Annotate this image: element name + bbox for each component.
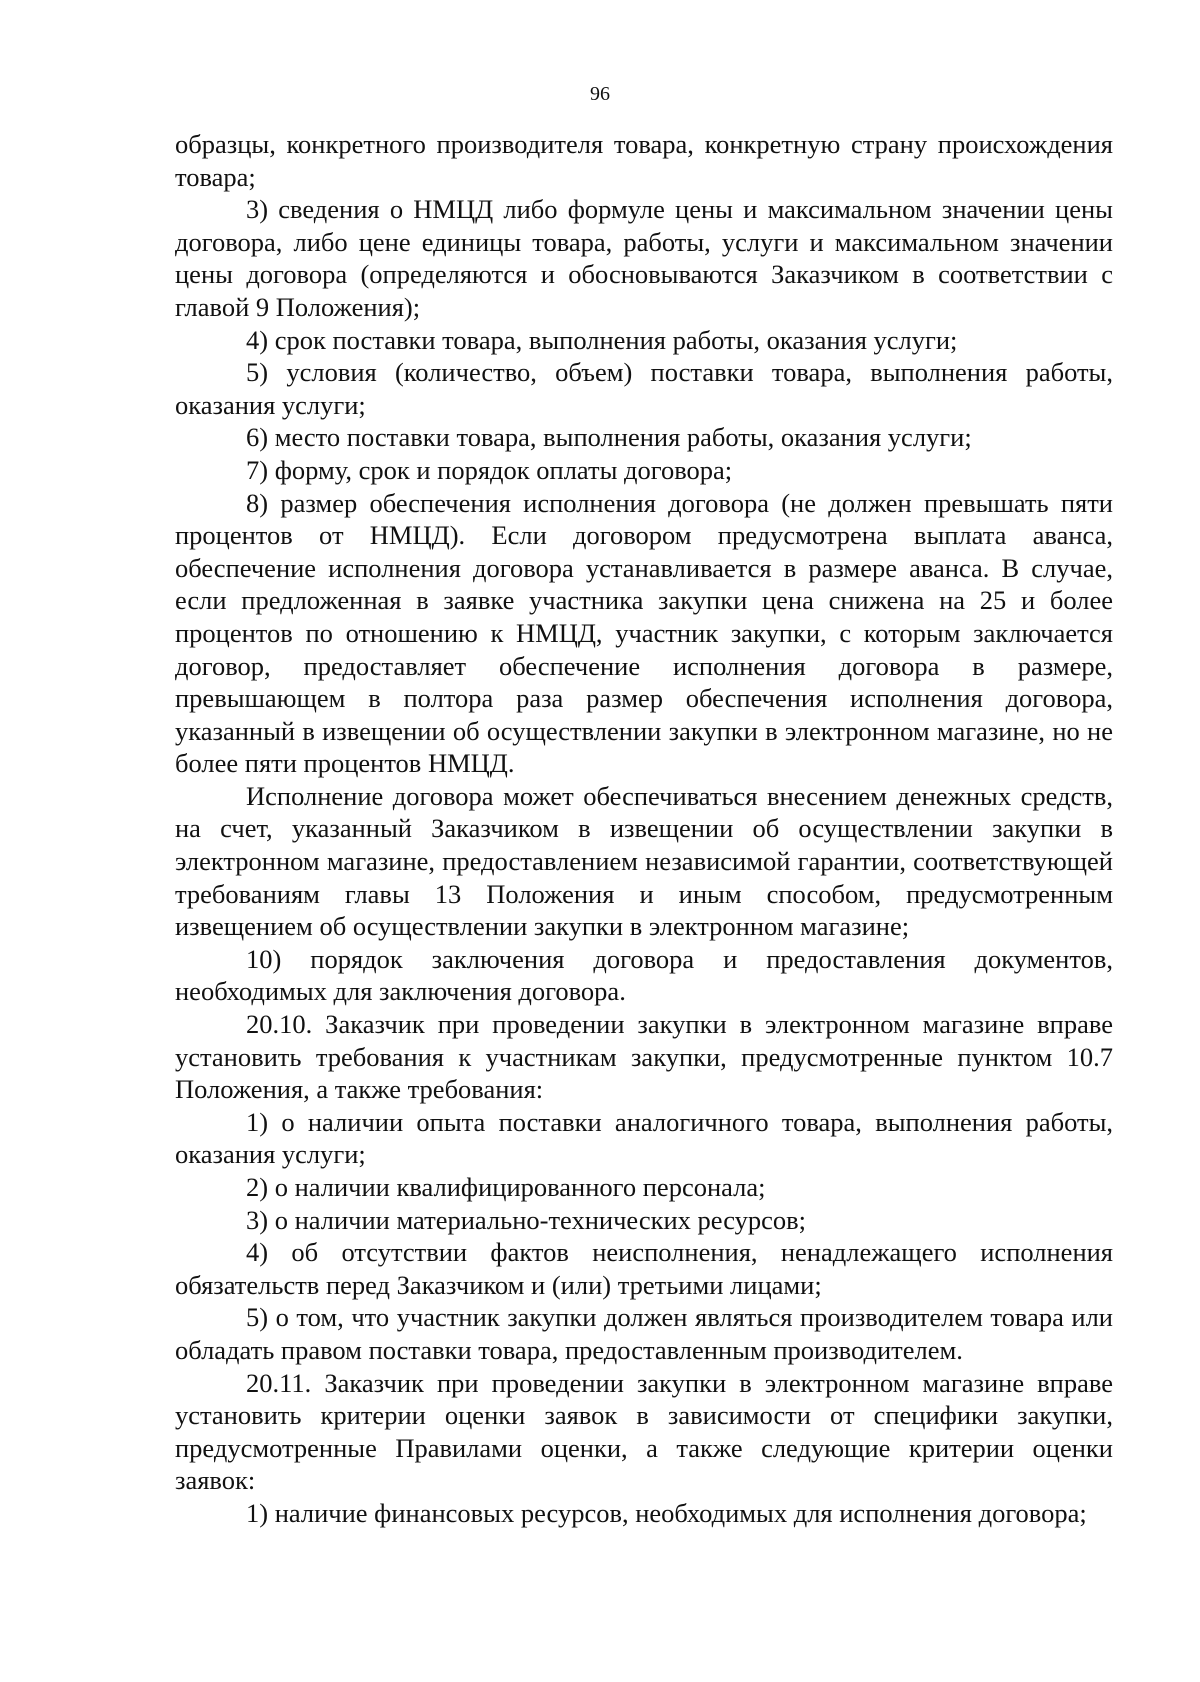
paragraph-req-4: 4) об отсутствии фактов неисполнения, ненадлежащего исполнения обязательств перед Заказчиком и (или) третьими лицами; xyxy=(175,1237,1113,1300)
paragraph-item-10: 10) порядок заключения договора и предоставления документов, необходимых для заключения договора. xyxy=(175,943,1113,1007)
paragraph-req-1: 1) о наличии опыта поставки аналогичного товара, выполнения работы, оказания услуги; xyxy=(175,1106,1113,1170)
paragraph-item-7: 7) форму, срок и порядок оплаты договора; xyxy=(246,454,733,485)
page-number: 96 xyxy=(590,83,610,105)
paragraph-item-4: 4) срок поставки товара, выполнения работы, оказания услуги; xyxy=(246,324,958,355)
paragraph-section-20-10: 20.10. Заказчик при проведении закупки в электронном магазине вправе установить требования к участникам закупки, предусмотренные пунктом 10.7 Положения, а также требования: xyxy=(175,1009,1113,1105)
paragraph-criterion-1: 1) наличие финансовых ресурсов, необходимых для исполнения договора; xyxy=(246,1497,1087,1528)
paragraph-item-8: 8) размер обеспечения исполнения договора (не должен превышать пяти процентов от НМЦД). Если договором предусмотрена выплата аванса, обеспечение исполнения договора устанавливается в размере аванса. В случае, если предложенная в заявке участника закупки цена снижена на 25 и более процентов по отношению к НМЦД, участник закупки, с которым заключается договор, предоставляет обеспечение исполнения договора в размере, превышающем в полтора раза размер обеспечения исполнения договора, указанный в извещении об осуществлении закупки в электронном магазине, но не более пяти процентов НМЦД. xyxy=(175,487,1113,779)
paragraph-item-3: 3) сведения о НМЦД либо формуле цены и максимальном значении цены договора, либо цене единицы товара, работы, услуги и максимальном значении цены договора (определяются и обосновываются Заказчиком в соответствии с главой 9 Положения); xyxy=(175,194,1113,322)
document-body xyxy=(175,128,1113,1530)
paragraph-section-20-11: 20.11. Заказчик при проведении закупки в электронном магазине вправе установить критерии оценки заявок в зависимости от специфики закупки, предусмотренные Правилами оценки, а также следующие критерии оценки заявок: xyxy=(175,1367,1113,1496)
paragraph-req-3: 3) о наличии материально-технических ресурсов; xyxy=(246,1204,806,1235)
paragraph-req-2: 2) о наличии квалифицированного персонала; xyxy=(246,1172,766,1202)
paragraph-item-5: 5) условия (количество, объем) поставки товара, выполнения работы, оказания услуги; xyxy=(175,357,1113,420)
paragraph-continuation: образцы, конкретного производителя товара, конкретную страну происхождения товара; xyxy=(175,129,1113,192)
paragraph-contract-security: Исполнение договора может обеспечиваться внесением денежных средств, на счет, указанный Заказчиком в извещении об осуществлении закупки в электронном магазине, предоставлением независимой гарантии, соответствующей требованиям главы 13 Положения и иным способом, предусмотренным извещением об осуществлении закупки в электронном магазине; xyxy=(175,780,1113,942)
paragraph-item-6: 6) место поставки товара, выполнения работы, оказания услуги; xyxy=(246,422,972,453)
paragraph-req-5: 5) о том, что участник закупки должен являться производителем товара или обладать правом поставки товара, предоставленным производителем. xyxy=(175,1302,1113,1365)
